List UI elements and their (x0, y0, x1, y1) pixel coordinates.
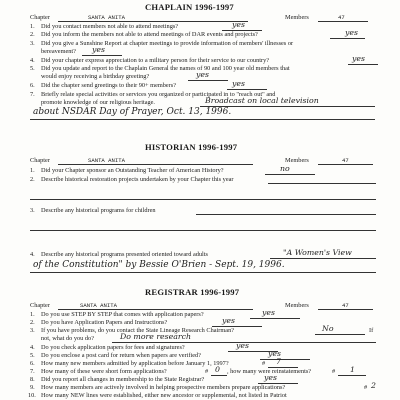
registrar-q7-prefix-c: # (332, 368, 336, 375)
chaplain-q7-line-2 (30, 119, 375, 120)
historian-chapter-label: Chapter (30, 157, 50, 164)
chaplain-q3-line-b: bereavement? (41, 48, 76, 55)
chaplain-q4-line (348, 64, 378, 65)
registrar-q7-line-2 (338, 375, 366, 376)
historian-q2: 2. Describe historical restoration projects undertaken by your Chapter this year (30, 176, 234, 183)
chaplain-chapter-line (58, 21, 248, 22)
historian-q4: 4. Describe any historical programs presented oriented toward adults (30, 251, 208, 258)
chaplain-q5-line (188, 80, 228, 81)
historian-q3: 3. Describe any historical programs for children (30, 207, 156, 214)
historian-q1-answer: no (280, 164, 290, 173)
chaplain-q2: 2. Did you inform the members not able to attend meetings of DAR events and projects? (30, 31, 258, 38)
chaplain-q4-answer: yes (352, 54, 366, 63)
chaplain-q3-line (82, 55, 122, 56)
chaplain-q6-answer: yes (232, 79, 246, 88)
historian-q2-line-2 (30, 199, 376, 200)
historian-chapter-value: SANTA ANITA (88, 157, 125, 164)
chaplain-q3-answer: yes (92, 45, 106, 54)
registrar-members-value: 47 (342, 302, 349, 309)
chaplain-q7-answer-b: about NSDAR Day of Prayer, Oct. 13, 1996. (33, 107, 232, 117)
registrar-q7-text-c: , how many were reinstatements? (227, 368, 312, 375)
registrar-q1: 1. Do you use STEP BY STEP that comes with application papers? (30, 311, 204, 318)
registrar-q6-answer: 7 (276, 357, 281, 366)
chaplain-q5-line-b: would enjoy receiving a birthday greeting? (41, 73, 150, 80)
registrar-members-line (318, 309, 373, 310)
registrar-q7-line-1 (211, 375, 227, 376)
chaplain-members-value: 47 (338, 14, 345, 21)
historian-q2-line-1 (268, 183, 376, 184)
registrar-q1-line (250, 318, 300, 319)
registrar-q9: 9. How many members are actively involved in helping prospective members prepare applications? (30, 384, 286, 391)
chaplain-q2-answer: yes (345, 28, 359, 37)
registrar-q5-answer: yes (268, 349, 282, 358)
chaplain-chapter-label: Chapter (30, 14, 50, 21)
registrar-q3-line-1 (315, 334, 365, 335)
registrar-q2: 2. Do you have Application Papers and Instructions? (30, 319, 168, 326)
chaplain-q7-line-a: 7. Briefly relate special activities or services you organized or participated in to "reach out" and (30, 91, 276, 98)
registrar-q7-prefix: # (205, 368, 209, 375)
registrar-q6-prefix: # (262, 360, 266, 367)
registrar-chapter-line (58, 309, 253, 310)
historian-q4-answer-b: of the Constitution" by Bessie O'Brien - Sept. 19, 1996. (33, 260, 285, 270)
registrar-q1-answer: yes (262, 308, 276, 317)
historian-q1: 1. Did your Chapter sponsor an Outstanding Teacher of American History? (30, 167, 224, 174)
chaplain-q4: 4. Did your chapter express appreciation to a military person for their service to our country? (30, 57, 270, 64)
registrar-q2-answer: yes (222, 316, 236, 325)
registrar-q3-answer-c: No (322, 324, 334, 333)
registrar-chapter-value: SANTA ANITA (80, 302, 117, 309)
registrar-q6: 6. How many new members admitted by application before January 1, 1997? (30, 360, 229, 367)
registrar-title: REGISTRAR 1996-1997 (145, 287, 240, 297)
historian-members-line (318, 164, 373, 165)
historian-members-label: Members (285, 157, 309, 164)
historian-title: HISTORIAN 1996-1997 (145, 142, 238, 152)
registrar-q5-line (260, 359, 310, 360)
chaplain-q5-line-a: 5. Did you update and report to the Chaplain General the names of 90 and 100 year old members that (30, 65, 290, 72)
chaplain-q7-line-b: promote knowledge of our religious heritage. (41, 99, 156, 106)
chaplain-members-label: Members (285, 14, 309, 21)
chaplain-q5-answer: yes (196, 70, 210, 79)
registrar-q7-answer-c: 1 (350, 365, 355, 374)
chaplain-chapter-value: SANTA ANITA (88, 14, 125, 21)
registrar-q3-answer: Do more research (120, 332, 192, 341)
historian-chapter-line (58, 164, 253, 165)
registrar-q9-prefix: # (364, 384, 368, 391)
chaplain-q1: 1. Did you contact members not able to attend meetings? (30, 23, 179, 30)
historian-q3-line-1 (196, 214, 376, 215)
registrar-chapter-label: Chapter (30, 302, 50, 309)
registrar-q3-if: If (369, 327, 374, 334)
historian-q3-line-2 (30, 230, 376, 231)
chaplain-title: CHAPLAIN 1996-1997 (145, 2, 234, 12)
registrar-q7-answer: 0 (215, 365, 220, 374)
chaplain-q6-line (227, 89, 267, 90)
registrar-members-label: Members (285, 302, 309, 309)
registrar-q4-answer: yes (236, 341, 250, 350)
registrar-q8: 8. Did you report all changes in membership to the State Registrar? (30, 376, 205, 383)
registrar-q3-line-a: 3. If you have problems, do you contact the State Lineage Research Chairman? (30, 327, 235, 334)
chaplain-members-line (318, 21, 368, 22)
historian-q4-answer-a: "A Women's View (283, 248, 352, 257)
chaplain-q2-line (330, 38, 365, 39)
historian-members-value: 47 (342, 157, 349, 164)
registrar-q8-answer: yes (264, 373, 278, 382)
historian-q4-line-1 (270, 258, 376, 259)
registrar-q7: 7. How many of these were short form applications? (30, 368, 167, 375)
historian-q1-line (265, 174, 315, 175)
chaplain-q7-answer-a: Broadcast on local television (205, 96, 319, 105)
chaplain-q1-answer: yes (232, 20, 246, 29)
historian-q4-line-2 (30, 272, 376, 273)
registrar-q5: 5. Do you enclose a post card for return when papers are verified? (30, 352, 201, 359)
registrar-q9-answer: 2 (371, 381, 376, 390)
registrar-q10: 10. How many NEW lines were established, either new ancestor or supplemental, not listed in Patriot (28, 392, 287, 399)
registrar-q4: 4. Do you check application papers for fees and signatures? (30, 344, 185, 351)
chaplain-q3-line-a: 3. Did you give a Sunshine Report at chapter meetings to provide information of members' illnesses or (30, 40, 294, 47)
registrar-q3-line-b: not, what do you do? (41, 335, 94, 342)
chaplain-q6: 6. Did the chapter send greetings to their 90+ members? (30, 82, 177, 89)
